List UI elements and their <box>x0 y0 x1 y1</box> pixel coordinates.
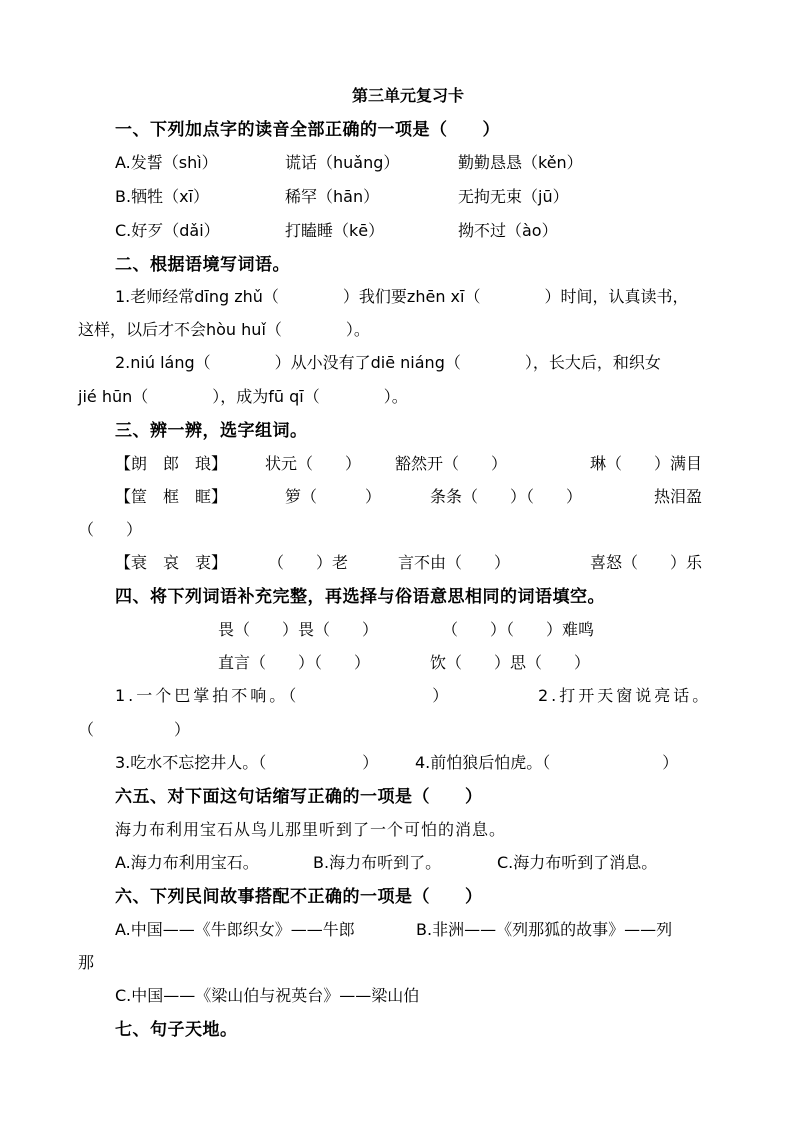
q5-option-c: C.海力布听到了消息。 <box>497 853 658 872</box>
q4-word-1: 畏（ ）畏（ ） <box>218 620 379 639</box>
q2-line-2: 这样，以后才不会hòu huǐ（ ）。 <box>78 320 370 339</box>
question-5-heading: 六五、对下面这句话缩写正确的一项是（ ） <box>115 787 483 807</box>
q6-option-c: C.中国——《梁山伯与祝英台》——梁山伯 <box>115 986 420 1005</box>
q4-word-3: 直言（ ）（ ） <box>218 653 371 672</box>
question-6-heading: 六、下列民间故事搭配不正确的一项是（ ） <box>115 887 483 907</box>
q2-line-4: jié hūn（ ），成为fū qī（ ）。 <box>78 387 408 406</box>
q2-line-1: 1.老师经常dīng zhǔ（ ）我们要zhēn xī（ ）时间，认真读书， <box>115 287 689 306</box>
q1-option-b-word2: 稀罕（hān） <box>285 187 380 206</box>
q4-item-3: 3.吃水不忘挖井人。（ ） <box>115 753 379 772</box>
q3-row-3-word1: （ ）老 <box>268 553 349 572</box>
q6-option-b: B.非洲——《列那狐的故事》——列 <box>416 920 673 939</box>
question-7-heading: 七、句子天地。 <box>115 1020 238 1040</box>
q1-option-a: A.发誓（shì） <box>115 153 218 172</box>
question-4-heading: 四、将下列词语补充完整，再选择与俗语意思相同的词语填空。 <box>115 587 605 607</box>
q3-row-2-blank: （ ） <box>78 520 143 539</box>
q3-row-2-word2: 条条（ ）（ ） <box>430 487 583 506</box>
q1-option-a-word2: 谎话（huǎng） <box>285 153 400 172</box>
q6-option-b-cont: 那 <box>78 953 95 972</box>
q1-option-c: C.好歹（dǎi） <box>115 221 220 240</box>
q3-row-1-chars: 【朗 郎 琅】 <box>115 454 228 473</box>
q5-option-b: B.海力布听到了。 <box>313 853 442 872</box>
q3-row-3-chars: 【衰 哀 衷】 <box>115 553 228 572</box>
q1-option-a-word3: 勤勤恳恳（kěn） <box>458 153 583 172</box>
page-title: 第三单元复习卡 <box>352 86 465 105</box>
q4-item-2: 2.打开天窗说亮话。 <box>538 686 712 705</box>
q5-sentence: 海力布利用宝石从鸟儿那里听到了一个可怕的消息。 <box>115 820 507 839</box>
q6-option-a: A.中国——《牛郎织女》——牛郎 <box>115 920 355 939</box>
q4-item-4: 4.前怕狼后怕虎。（ ） <box>415 753 679 772</box>
q1-option-b: B.牺牲（xī） <box>115 187 209 206</box>
q3-row-1-word2: 豁然开（ ） <box>395 454 508 473</box>
question-2-heading: 二、根据语境写词语。 <box>115 255 290 275</box>
q3-row-2-word3: 热泪盈 <box>654 487 703 506</box>
q3-row-2-chars: 【筐 框 眶】 <box>115 487 228 506</box>
q4-item-1: 1.一个巴掌拍不响。（ ） <box>115 686 452 705</box>
q1-option-b-word3: 无拘无束（jū） <box>458 187 569 206</box>
q5-option-a: A.海力布利用宝石。 <box>115 853 259 872</box>
question-3-heading: 三、辨一辨，选字组词。 <box>115 421 308 441</box>
q3-row-3-word3: 喜怒（ ）乐 <box>590 553 703 572</box>
q3-row-1-word1: 状元（ ） <box>265 454 362 473</box>
q4-word-4: 饮（ ）思（ ） <box>430 653 591 672</box>
question-1-heading: 一、下列加点字的读音全部正确的一项是（ ） <box>115 120 500 140</box>
q3-row-1-word3: 琳（ ）满目 <box>590 454 703 473</box>
q4-word-2: （ ）（ ）难鸣 <box>442 620 595 639</box>
q1-option-c-word3: 拗不过（ào） <box>458 221 558 240</box>
q3-row-2-word1: 箩（ ） <box>285 487 382 506</box>
q1-option-c-word2: 打瞌睡（kē） <box>285 221 385 240</box>
q4-item-2-blank: （ ） <box>78 720 191 739</box>
q3-row-3-word2: 言不由（ ） <box>398 553 511 572</box>
q2-line-3: 2.niú láng（ ）从小没有了diē niáng（ ），长大后，和织女 <box>115 353 661 372</box>
